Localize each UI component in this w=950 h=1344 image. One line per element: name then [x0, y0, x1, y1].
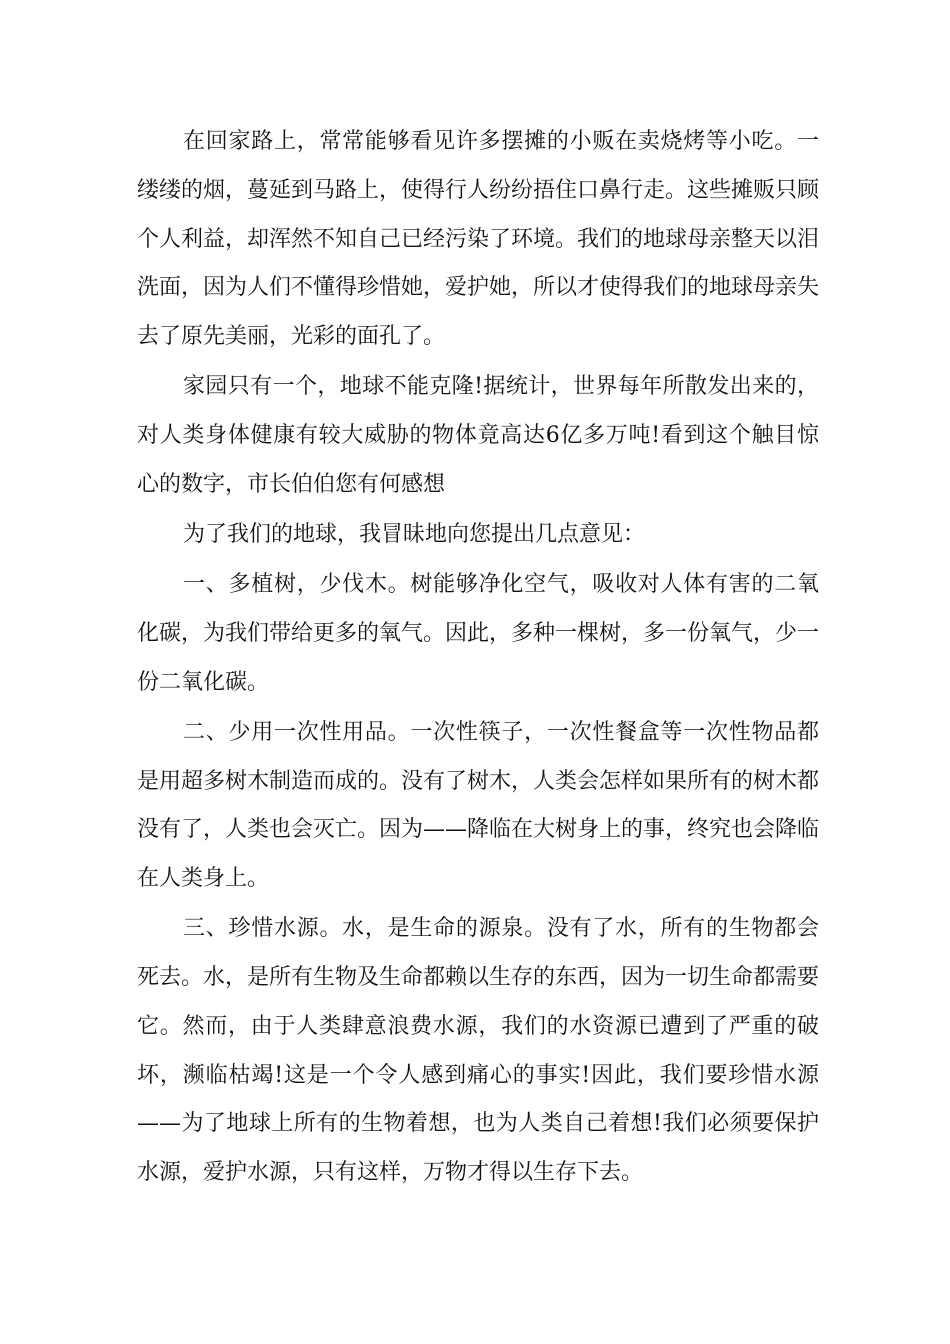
paragraph-plant-trees: 一、多植树，少伐木。树能够净化空气，吸收对人体有害的二氧化碳，为我们带给更多的氧气。因此，多种一棵树，多一份氧气，少一份二氧化碳。: [137, 572, 820, 695]
paragraph-disposable-items: 二、少用一次性用品。一次性筷子，一次性餐盒等一次性物品都是用超多树木制造而成的。没有了树木，人类会怎样如果所有的树木都没有了，人类也会灭亡。因为——降临在大树身上的事，终究也会降临在人类身上。: [137, 719, 820, 892]
paragraph-suggestions-intro: 为了我们的地球，我冒昧地向您提出几点意见：: [183, 521, 646, 547]
paragraph-street-vendors: 在回家路上，常常能够看见许多摆摊的小贩在卖烧烤等小吃。一缕缕的烟，蔓延到马路上，使得行人纷纷捂住口鼻行走。这些摊贩只顾个人利益，却浑然不知自己已经污染了环境。我们的地球母亲整天以泪洗面，因为人们不懂得珍惜她，爱护她，所以才使得我们的地球母亲失去了原先美丽，光彩的面孔了。: [137, 129, 820, 350]
paragraph-save-water: 三、珍惜水源。水，是生命的源泉。没有了水，所有的生物都会死去。水，是所有生物及生命都赖以生存的东西，因为一切生命都需要它。然而，由于人类肆意浪费水源，我们的水资源已遭到了严重的破坏，濒临枯竭!这是一个令人感到痛心的事实!因此，我们要珍惜水源——为了地球上所有的生物着想，也为人类自己着想!我们必须要保护水源，爱护水源，只有这样，万物才得以生存下去。: [137, 916, 820, 1186]
paragraph-one-homeland: 家园只有一个，地球不能克隆!据统计，世界每年所散发出来的，对人类身体健康有较大威胁的物体竟高达6亿多万吨!看到这个触目惊心的数字，市长伯伯您有何感想: [137, 374, 819, 497]
document-page: [137, 118, 819, 1199]
